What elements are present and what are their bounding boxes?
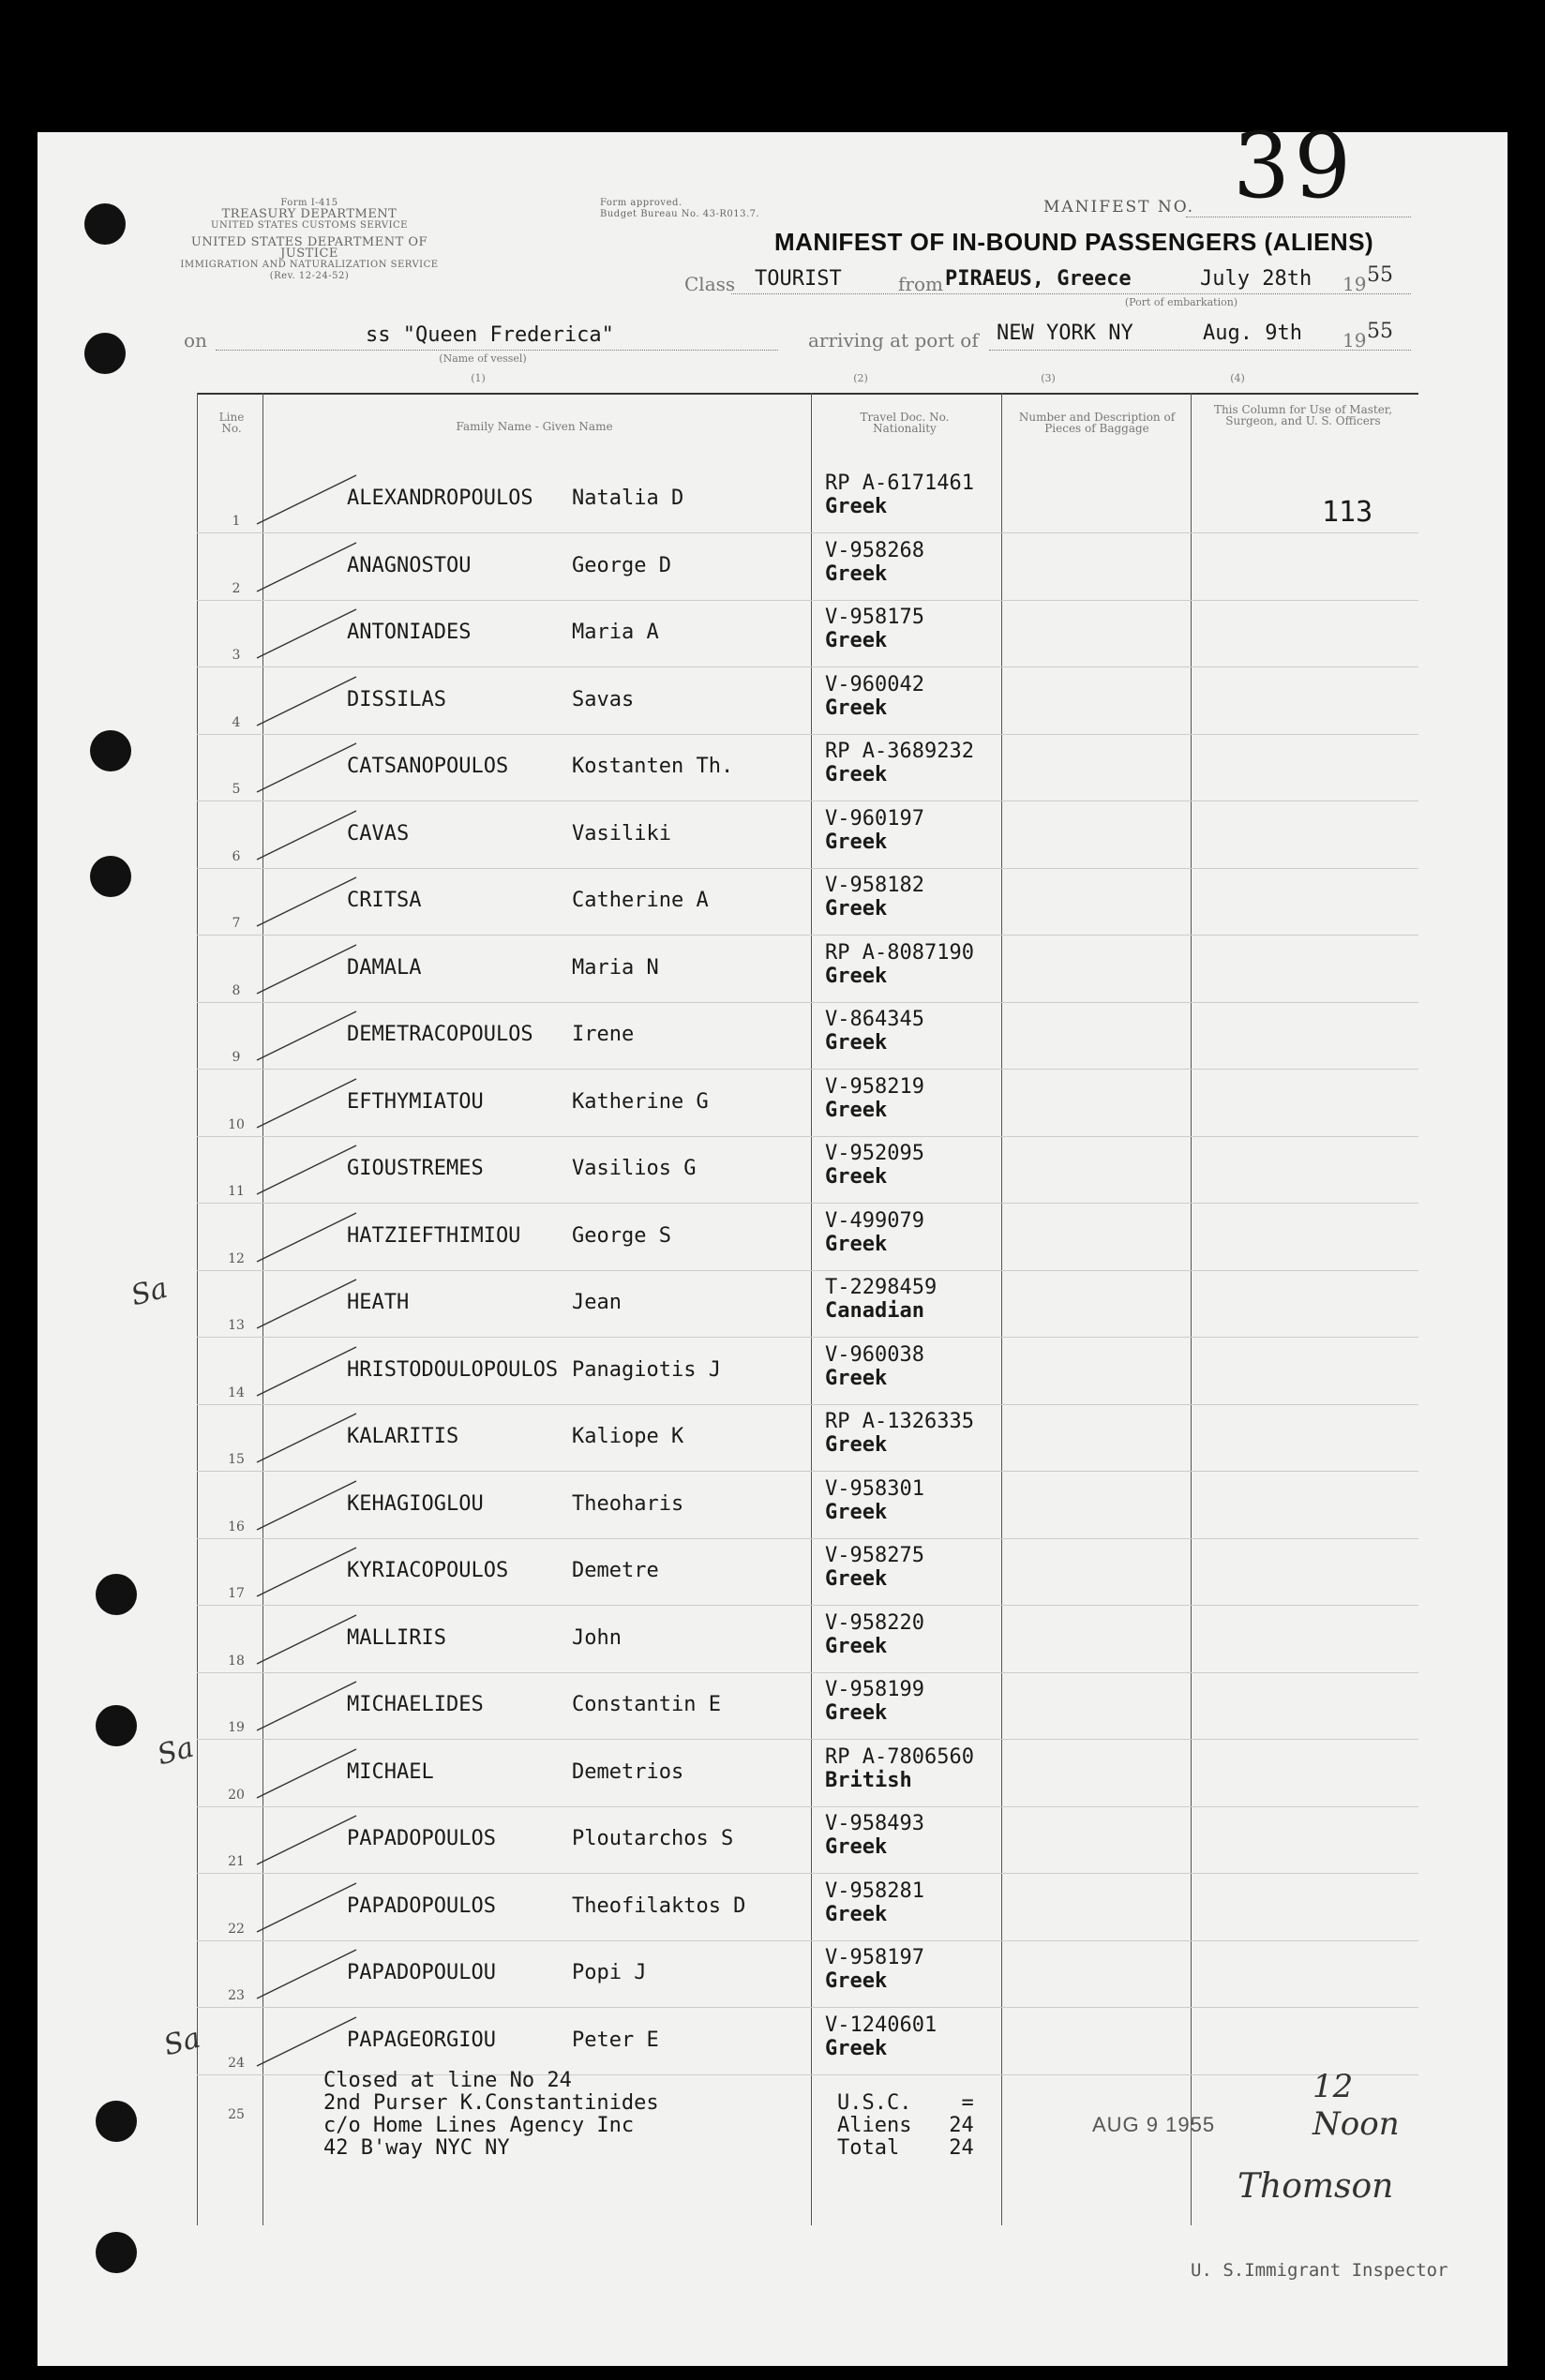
travel-doc-number: V-958301 — [825, 1476, 924, 1501]
travel-doc-number: V-958182 — [825, 874, 924, 897]
form-service2: IMMIGRATION AND NATURALIZATION SERVICE — [180, 260, 439, 270]
travel-doc-number: RP A-8087190 — [825, 940, 974, 965]
header-name: Family Name - Given Name — [456, 420, 613, 433]
family-name: DAMALA — [347, 955, 422, 980]
given-name: John — [572, 1625, 622, 1650]
table-row — [197, 1338, 1418, 1405]
line-number: 13 — [228, 1318, 245, 1333]
date-stamp: AUG 9 1955 — [1092, 2113, 1216, 2136]
nationality: Greek — [825, 1902, 888, 1926]
nationality: Greek — [825, 2036, 888, 2060]
table-row — [197, 801, 1418, 869]
family-name: CAVAS — [347, 821, 410, 846]
family-name: MALLIRIS — [347, 1625, 446, 1650]
nationality: Greek — [825, 696, 888, 720]
family-name: EFTHYMIATOU — [347, 1089, 484, 1114]
family-name: PAPAGEORGIOU — [347, 2028, 496, 2052]
family-name: DEMETRACOPOULOS — [347, 1023, 533, 1046]
travel-doc-number: RP A-3689232 — [825, 740, 974, 763]
table-row — [197, 600, 1418, 667]
given-name: Ploutarchos S — [572, 1827, 734, 1850]
travel-doc-number: V-958220 — [825, 1610, 924, 1635]
given-name: Irene — [572, 1023, 635, 1046]
given-name: Panagiotis J — [572, 1357, 721, 1382]
nationality: Greek — [825, 1835, 888, 1859]
family-name: MICHAEL — [347, 1759, 434, 1784]
table-row — [197, 533, 1418, 601]
nationality: Greek — [825, 1500, 888, 1524]
table-row — [197, 667, 1418, 735]
line-number: 8 — [232, 982, 241, 998]
nationality: Greek — [825, 1567, 888, 1591]
family-name: HRISTODOULOPOULOS — [347, 1357, 559, 1382]
header-officers: This Column for Use of Master, Surgeon, and U. S. Officers — [1213, 403, 1393, 427]
col-num-4: (4) — [1230, 372, 1245, 384]
nationality: Greek — [825, 561, 888, 586]
travel-doc-number: V-960197 — [825, 806, 924, 831]
vessel-name: ss "Queen Frederica" — [366, 323, 614, 347]
travel-doc-number: V-499079 — [825, 1208, 924, 1233]
class-line — [731, 293, 1411, 294]
nationality: Greek — [825, 1165, 888, 1189]
from-label: from — [898, 273, 943, 295]
table-row — [197, 1606, 1418, 1673]
table-row — [197, 1002, 1418, 1070]
on-label: on — [184, 329, 207, 352]
travel-doc-number: V-960038 — [825, 1342, 924, 1367]
travel-doc-number: V-958219 — [825, 1074, 924, 1099]
family-name: PAPADOPOULOS — [347, 1894, 496, 1918]
margin-note: Sa — [128, 1271, 172, 1313]
line-number: 6 — [232, 848, 241, 864]
travel-doc-number: V-960042 — [825, 672, 924, 696]
table-row — [197, 1404, 1418, 1472]
nationality: Greek — [825, 629, 888, 652]
form-number: Form I-415 — [280, 198, 338, 208]
travel-doc-number: V-958275 — [825, 1544, 924, 1567]
given-name: Kaliope K — [572, 1425, 684, 1448]
travel-doc-number: RP A-1326335 — [825, 1410, 974, 1433]
travel-doc-number: V-958175 — [825, 606, 924, 629]
nationality: Greek — [825, 1232, 888, 1256]
travel-doc-number: V-958493 — [825, 1812, 924, 1835]
given-name: Maria A — [572, 621, 659, 644]
family-name: KEHAGIOGLOU — [347, 1491, 484, 1516]
arrival-year-suffix: 55 — [1367, 320, 1393, 343]
line-number: 12 — [228, 1250, 245, 1266]
nationality: Greek — [825, 1433, 888, 1457]
table-row — [197, 868, 1418, 936]
nationality: Greek — [825, 763, 888, 786]
table-row — [197, 1672, 1418, 1740]
given-name: Natalia D — [572, 486, 684, 510]
officer-note: 113 — [1322, 496, 1373, 529]
given-name: Vasiliki — [572, 821, 671, 846]
punch-hole — [96, 1574, 137, 1615]
nationality: Greek — [825, 897, 888, 921]
family-name: CATSANOPOULOS — [347, 755, 509, 778]
nationality: Greek — [825, 964, 888, 988]
manifest-page — [38, 113, 1508, 2366]
nationality: Greek — [825, 830, 888, 854]
nationality: Greek — [825, 1701, 888, 1725]
closing-statement: Closed at line No 24 2nd Purser K.Constantinides c/o Home Lines Agency Inc 42 B'way NYC NY — [323, 2069, 659, 2160]
table-row — [197, 1136, 1418, 1204]
family-name: HEATH — [347, 1291, 410, 1314]
line-number: 10 — [228, 1116, 245, 1132]
travel-doc-number: V-958281 — [825, 1879, 924, 1903]
arrival-port: NEW YORK NY — [997, 322, 1133, 345]
travel-doc-number: V-958199 — [825, 1678, 924, 1701]
table-row — [197, 1472, 1418, 1539]
punch-hole — [96, 2101, 137, 2142]
line-number: 21 — [228, 1854, 245, 1869]
table-row — [197, 1070, 1418, 1137]
header-baggage: Number and Description of Pieces of Baggage — [1018, 411, 1176, 435]
table-row — [197, 466, 1418, 533]
table-top-rule — [197, 393, 1418, 395]
given-name: George S — [572, 1223, 671, 1248]
table-row — [197, 1874, 1418, 1941]
hand-note-time: 12 Noon — [1312, 2068, 1400, 2143]
nationality: Greek — [825, 495, 888, 518]
nationality: Canadian — [825, 1299, 924, 1323]
family-name: ANTONIADES — [347, 621, 472, 644]
form-service: UNITED STATES CUSTOMS SERVICE — [211, 220, 408, 231]
arrival-date: Aug. 9th — [1203, 322, 1302, 345]
punch-hole — [84, 203, 126, 245]
table-row — [197, 1538, 1418, 1606]
given-name: Savas — [572, 687, 635, 711]
nationality: Greek — [825, 1366, 888, 1390]
form-dept2: UNITED STATES DEPARTMENT OF JUSTICE — [190, 235, 428, 261]
col-num-2: (2) — [853, 372, 868, 384]
punch-hole — [96, 2232, 137, 2273]
line-number: 1 — [232, 514, 241, 529]
travel-doc-number: V-958268 — [825, 538, 924, 562]
line-number: 22 — [228, 1921, 245, 1937]
closing-line-number: 25 — [228, 2107, 245, 2122]
header-travel-doc: Travel Doc. No. Nationality — [860, 411, 950, 435]
header-line-no: Line No. — [218, 411, 245, 435]
nationality: British — [825, 1768, 912, 1792]
line-number: 23 — [228, 1988, 245, 2003]
departure-year-suffix: 55 — [1367, 263, 1393, 287]
inspector-signature: Thomson — [1238, 2167, 1394, 2206]
col-num-1: (1) — [471, 372, 486, 384]
departure-year-prefix: 19 — [1342, 273, 1367, 295]
table-row — [197, 1740, 1418, 1807]
line-number: 11 — [228, 1184, 245, 1199]
given-name: Katherine G — [572, 1089, 709, 1114]
line-number: 19 — [228, 1720, 245, 1735]
travel-doc-number: T-2298459 — [825, 1276, 938, 1299]
nationality: Greek — [825, 1969, 888, 1993]
family-name: DISSILAS — [347, 687, 446, 711]
approval-line: Budget Bureau No. 43-R013.7. — [600, 209, 760, 219]
line-number: 14 — [228, 1385, 245, 1400]
form-info — [169, 198, 450, 282]
line-number: 7 — [232, 916, 241, 931]
nationality: Greek — [825, 1098, 888, 1122]
port-of-embarkation: PIRAEUS, Greece — [945, 267, 1132, 291]
family-name: ANAGNOSTOU — [347, 553, 472, 577]
line-number: 16 — [228, 1519, 245, 1534]
table-row — [197, 1806, 1418, 1874]
table-row — [197, 936, 1418, 1003]
given-name: Maria N — [572, 955, 659, 980]
line-number: 24 — [228, 2055, 245, 2071]
given-name: Constantin E — [572, 1693, 721, 1716]
given-name: Catherine A — [572, 889, 709, 912]
table-row — [197, 734, 1418, 801]
punch-hole — [84, 333, 126, 374]
family-name: HATZIEFTHIMIOU — [347, 1223, 521, 1248]
travel-doc-number: V-952095 — [825, 1142, 924, 1165]
arrival-year-prefix: 19 — [1342, 329, 1367, 352]
family-name: PAPADOPOULOS — [347, 1827, 496, 1850]
family-name: PAPADOPOULOU — [347, 1961, 496, 1984]
margin-note: Sa — [160, 2021, 204, 2063]
line-number: 20 — [228, 1787, 245, 1803]
line-number: 17 — [228, 1586, 245, 1601]
passenger-table — [197, 393, 1418, 2225]
class-value: TOURIST — [755, 267, 842, 291]
line-number: 4 — [232, 714, 241, 730]
arriving-label: arriving at port of — [808, 329, 979, 352]
travel-doc-number: V-958197 — [825, 1946, 924, 1969]
line-number: 5 — [232, 782, 241, 797]
line-number: 18 — [228, 1653, 245, 1669]
line-number: 2 — [232, 580, 241, 596]
given-name: Vasilios G — [572, 1157, 697, 1180]
approval-info — [600, 198, 806, 220]
vessel-line — [216, 350, 778, 351]
arrival-line — [989, 350, 1411, 351]
line-number: 15 — [228, 1452, 245, 1467]
given-name: Popi J — [572, 1961, 647, 1984]
given-name: Kostanten Th. — [572, 755, 734, 778]
family-name: GIOUSTREMES — [347, 1157, 484, 1180]
punch-hole — [90, 730, 131, 771]
form-rev: (Rev. 12-24-52) — [269, 271, 350, 281]
port-caption: (Port of embarkation) — [1124, 296, 1238, 308]
travel-doc-number: RP A-6171461 — [825, 472, 974, 495]
family-name: MICHAELIDES — [347, 1693, 484, 1716]
given-name: Theoharis — [572, 1491, 684, 1516]
given-name: Jean — [572, 1291, 622, 1314]
line-number: 3 — [232, 648, 241, 663]
form-dept: TREASURY DEPARTMENT — [221, 207, 398, 221]
margin-note: Sa — [154, 1730, 198, 1773]
closing-row — [197, 2064, 1418, 2206]
class-label: Class — [684, 273, 736, 295]
given-name: Theofilaktos D — [572, 1894, 746, 1918]
given-name: Peter E — [572, 2028, 659, 2052]
vessel-caption: (Name of vessel) — [439, 352, 527, 365]
punch-hole — [90, 856, 131, 897]
approval-line: Form approved. — [600, 198, 682, 208]
table-row — [197, 1940, 1418, 2008]
punch-hole — [96, 1705, 137, 1746]
table-row — [197, 1204, 1418, 1271]
given-name: Demetre — [572, 1559, 659, 1582]
travel-doc-number: V-864345 — [825, 1008, 924, 1031]
travel-doc-number: V-1240601 — [825, 2013, 938, 2037]
line-number: 9 — [232, 1050, 241, 1065]
departure-date: July 28th — [1200, 267, 1312, 291]
col-num-3: (3) — [1041, 372, 1056, 384]
family-name: CRITSA — [347, 889, 422, 912]
manifest-number: 39 — [1233, 113, 1356, 218]
travel-doc-number: RP A-7806560 — [825, 1744, 974, 1769]
closing-totals: U.S.C. = Aliens 24 Total 24 — [837, 2091, 974, 2160]
nationality: Greek — [825, 1634, 888, 1658]
family-name: KYRIACOPOULOS — [347, 1559, 509, 1582]
given-name: George D — [572, 553, 671, 577]
table-row — [197, 1270, 1418, 1338]
family-name: KALARITIS — [347, 1425, 459, 1448]
family-name: ALEXANDROPOULOS — [347, 486, 533, 510]
manifest-no-label: MANIFEST NO. — [1043, 198, 1195, 217]
nationality: Greek — [825, 1031, 888, 1055]
given-name: Demetrios — [572, 1759, 684, 1784]
footer-inspector: U. S.Immigrant Inspector — [1191, 2260, 1448, 2281]
page-title: MANIFEST OF IN-BOUND PASSENGERS (ALIENS) — [774, 228, 1374, 256]
